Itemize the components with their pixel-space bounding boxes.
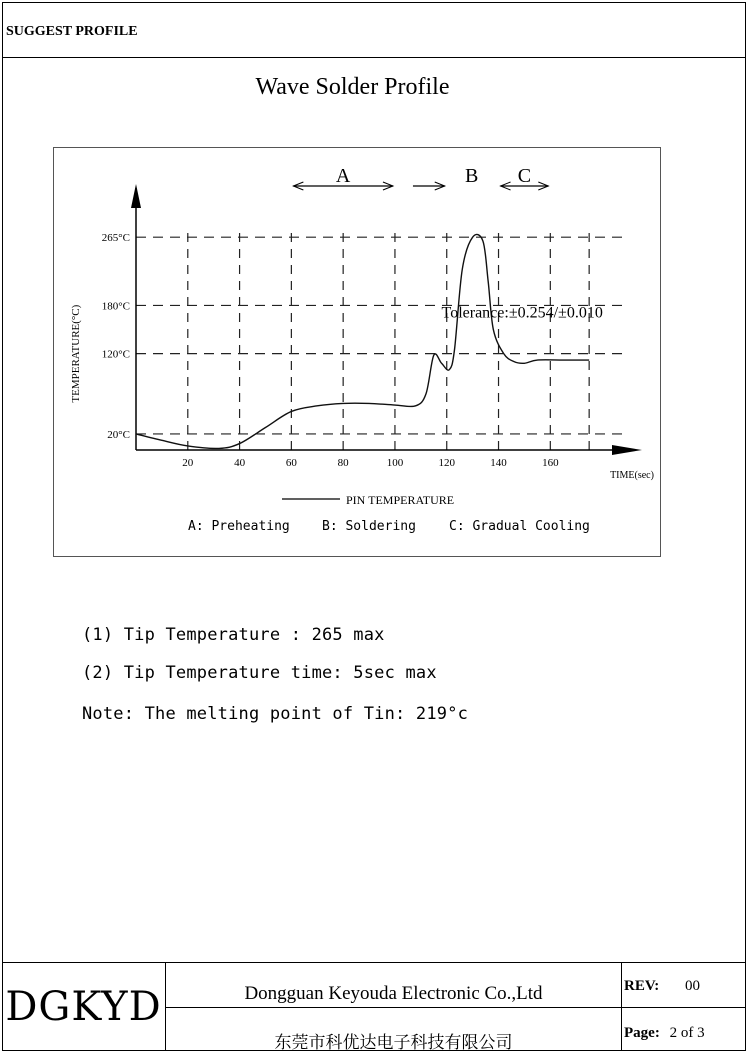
zone-legend-item: B: Soldering (322, 519, 416, 534)
zone-legend-item: C: Gradual Cooling (449, 519, 590, 534)
x-tick-label: 160 (542, 457, 559, 469)
x-tick-label: 140 (490, 457, 507, 469)
y-tick-label: 265°C (101, 232, 130, 245)
zone-label: B (464, 165, 479, 187)
revision-cell (622, 963, 746, 1008)
x-axis-label: TIME(sec) (610, 470, 654, 481)
company-logo: DGKYD (2, 963, 166, 1050)
chart-container (53, 147, 661, 557)
x-tick-label: 120 (438, 457, 455, 469)
solder-profile-chart (54, 148, 662, 558)
rev-value: 00 (685, 978, 701, 994)
x-axis-arrow (612, 445, 642, 455)
page-cell (622, 1008, 746, 1050)
x-tick-label: 60 (285, 457, 297, 469)
y-tick-label: 120°C (101, 348, 130, 361)
y-tick-label: 20°C (107, 428, 130, 441)
section-label: SUGGEST PROFILE (6, 24, 138, 39)
zone-legend-item: A: Preheating (188, 519, 290, 534)
page-value: 2 of 3 (669, 1025, 705, 1041)
x-tick-label: 80 (337, 457, 349, 469)
doc-title: Wave Solder Profile (255, 74, 450, 100)
note-melting-point: Note: The melting point of Tin: 219°c (82, 704, 469, 724)
note-tip-time: (2) Tip Temperature time: 5sec max (82, 663, 437, 683)
company-name-cn: 东莞市科优达电子科技有限公司 (166, 1008, 622, 1050)
footer (2, 962, 746, 1051)
series-line-pin-temperature (136, 234, 589, 448)
x-tick-label: 20 (182, 457, 194, 469)
rev-label: REV: (624, 978, 660, 994)
tolerance-annotation: Tolerance:±0.254/±0.010 (441, 304, 603, 322)
page-label: Page: (624, 1025, 660, 1041)
zone-label: A (335, 165, 351, 187)
y-axis-arrow (131, 184, 141, 208)
note-tip-temperature: (1) Tip Temperature : 265 max (82, 625, 385, 645)
y-tick-label: 180°C (101, 300, 130, 313)
x-tick-label: 100 (386, 457, 404, 469)
x-tick-label: 40 (234, 457, 246, 469)
company-name-en: Dongguan Keyouda Electronic Co.,Ltd (166, 963, 622, 1008)
legend-label: PIN TEMPERATURE (346, 493, 455, 507)
zone-label: C (517, 165, 532, 187)
header-bar (2, 2, 746, 58)
y-axis-label: TEMPERATURE(°C) (70, 304, 82, 403)
